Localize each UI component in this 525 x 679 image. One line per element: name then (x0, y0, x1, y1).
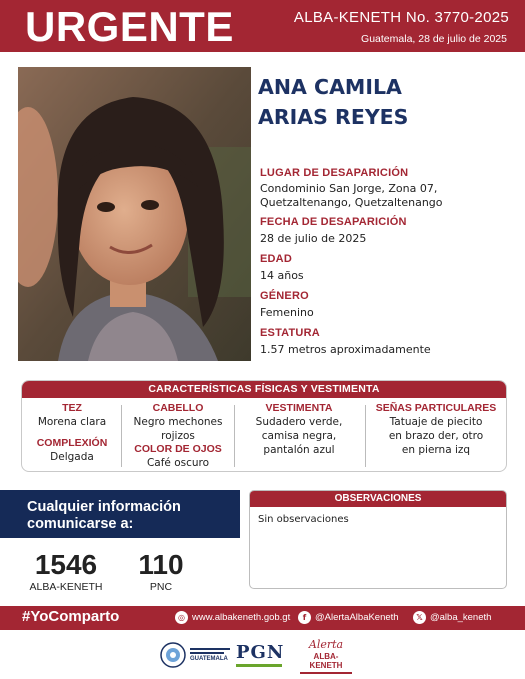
person-name (258, 72, 408, 132)
lugar-value-1: Condominio San Jorge, Zona 07, (260, 182, 438, 195)
genero-value: Femenino (260, 306, 314, 319)
cabello-label: CABELLO (152, 402, 204, 414)
portrait-image (18, 67, 251, 361)
observations-title: OBSERVACIONES (250, 491, 506, 507)
senas-value-1: Tatuaje de piecito (389, 416, 483, 428)
phone-alba-keneth[interactable] (24, 549, 108, 594)
senas-label: SEÑAS PARTICULARES (375, 402, 497, 414)
genero-field (260, 289, 314, 320)
lugar-label: LUGAR DE DESAPARICIÓN (260, 167, 409, 179)
pgn-underline (236, 664, 282, 667)
phone-label-pnc: PNC (149, 581, 173, 593)
vestimenta-value-1: Sudadero verde, (255, 416, 343, 428)
char-col-tez (24, 402, 120, 464)
characteristics-title: CARACTERÍSTICAS FÍSICAS Y VESTIMENTA (22, 381, 506, 398)
facebook-text: @AlertaAlbaKeneth (315, 612, 399, 623)
complexion-value: Delgada (50, 451, 94, 463)
estatura-value: 1.57 metros aproximadamente (260, 343, 431, 356)
guatemala-government-logo (160, 640, 234, 670)
tez-label: TEZ (62, 402, 82, 414)
twitter-text: @alba_keneth (430, 612, 492, 623)
name-line-2: ARIAS REYES (258, 105, 409, 129)
vestimenta-value-3: pantalón azul (263, 444, 335, 456)
guatemala-text: GUATEMALA (190, 656, 228, 662)
case-number: ALBA-KENETH No. 3770-2025 (293, 9, 509, 26)
alert-title: URGENTE (25, 3, 234, 50)
footer-banner (0, 606, 525, 630)
name-line-1: ANA CAMILA (258, 75, 402, 99)
facebook-icon: f (298, 611, 311, 624)
estatura-label: ESTATURA (260, 327, 320, 339)
lugar-value-2: Quetzaltenango, Quetzaltenango (260, 196, 443, 209)
fecha-value: 28 de julio de 2025 (260, 232, 367, 245)
website-text: www.albakeneth.gob.gt (192, 612, 291, 623)
contact-line-1: Cualquier información (27, 499, 181, 515)
vestimenta-label: VESTIMENTA (265, 402, 333, 414)
twitter-link[interactable] (413, 611, 491, 624)
phone-label-alba-keneth: ALBA-KENETH (29, 581, 103, 593)
tez-value: Morena clara (37, 416, 107, 428)
genero-label: GÉNERO (260, 290, 309, 302)
senas-value-3: en pierna izq (401, 444, 471, 456)
alerta-alba-keneth-logo (298, 638, 354, 672)
lugar-field (260, 166, 443, 210)
edad-value: 14 años (260, 269, 304, 282)
phone-pnc[interactable] (130, 549, 192, 594)
hashtag: #YoComparto (22, 608, 120, 625)
globe-icon: ◎ (175, 611, 188, 624)
estatura-field (260, 326, 431, 357)
edad-label: EDAD (260, 253, 292, 265)
char-col-senas (366, 402, 506, 457)
website-link[interactable] (175, 611, 290, 624)
contact-line-2: comunicarse a: (27, 516, 134, 532)
guatemala-seal-icon (160, 640, 234, 670)
ojos-value: Café oscuro (146, 457, 210, 469)
x-icon: 𝕏 (413, 611, 426, 624)
cabello-value-1: Negro mechones (133, 416, 223, 428)
alerta-underline (300, 672, 352, 674)
vestimenta-value-2: camisa negra, (261, 430, 337, 442)
edad-field (260, 252, 304, 283)
phone-number-110: 110 (138, 549, 184, 580)
complexion-label: COMPLEXIÓN (36, 437, 108, 449)
missing-person-photo (18, 67, 251, 361)
senas-value-2: en brazo der, otro (388, 430, 484, 442)
char-col-vestimenta (235, 402, 363, 457)
contact-banner (0, 490, 240, 538)
header-banner (0, 0, 525, 52)
observations-panel (249, 490, 507, 589)
pgn-text: PGN (236, 642, 285, 663)
contact-text (27, 499, 181, 533)
ojos-label: COLOR DE OJOS (134, 443, 222, 455)
char-col-cabello (122, 402, 234, 470)
facebook-link[interactable] (298, 611, 399, 624)
pgn-logo (236, 642, 288, 670)
characteristics-panel (21, 380, 507, 472)
cabello-value-2: rojizos (161, 430, 195, 442)
alerta-text: Alerta (308, 638, 344, 651)
alba-keneth-text: ALBA-KENETH (309, 652, 343, 670)
place-date: Guatemala, 28 de julio de 2025 (361, 33, 507, 45)
fecha-label: FECHA DE DESAPARICIÓN (260, 216, 407, 228)
fecha-field (260, 215, 407, 246)
observations-text: Sin observaciones (258, 514, 349, 525)
phone-number-1546: 1546 (34, 549, 98, 580)
